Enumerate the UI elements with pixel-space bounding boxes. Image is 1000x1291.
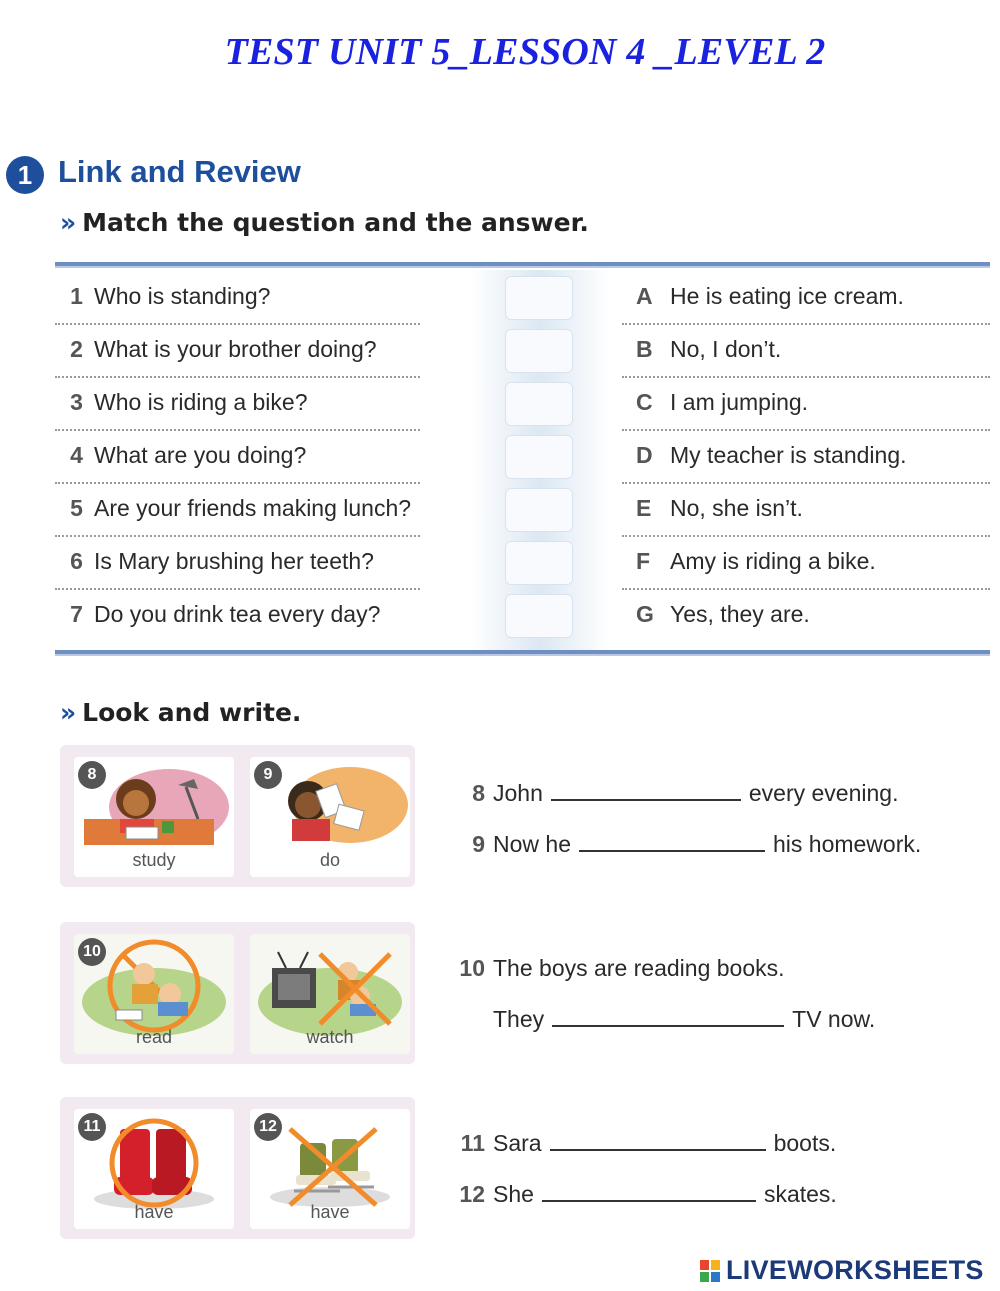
question-row: [55, 376, 420, 431]
answer-row: [622, 429, 990, 484]
question-text: Who is standing?: [94, 283, 271, 309]
answer-letter: F: [636, 548, 651, 574]
question-row: [55, 588, 420, 641]
picture-panel-8-9: [60, 745, 415, 887]
picture-read: [74, 934, 234, 1054]
sentence-10-answer: They TV now.: [493, 1006, 876, 1032]
picture-panel-11-12: [60, 1097, 415, 1239]
picture-number: 11: [78, 1113, 106, 1141]
picture-have-boots: [74, 1109, 234, 1229]
sentence-9: 9 Now he his homework.: [472, 831, 922, 857]
answer-input-box-5[interactable]: [505, 488, 573, 532]
question-text: Are your friends making lunch?: [94, 495, 412, 521]
question-number: 7: [70, 601, 83, 627]
picture-label: study: [132, 850, 176, 870]
answer-input-box-6[interactable]: [505, 541, 573, 585]
answer-blank-12[interactable]: [542, 1182, 756, 1202]
question-row: [55, 482, 420, 537]
answer-input-box-4[interactable]: [505, 435, 573, 479]
question-row: [55, 270, 420, 325]
answer-blank-9[interactable]: [579, 832, 765, 852]
picture-watch: [250, 934, 410, 1054]
answer-text: He is eating ice cream.: [670, 283, 904, 309]
question-row: [55, 429, 420, 484]
answer-text: I am jumping.: [670, 389, 809, 415]
divider-bottom: [55, 650, 990, 656]
sentence-11: 11 Sara boots.: [460, 1130, 837, 1156]
answer-row: [622, 588, 990, 641]
sentence-8: 8 John every evening.: [472, 780, 899, 806]
answer-text: No, I don’t.: [670, 336, 782, 362]
answer-input-box-7[interactable]: [505, 594, 573, 638]
divider-top: [55, 262, 990, 268]
worksheet-title: TEST UNIT 5_LESSON 4 _LEVEL 2: [224, 31, 826, 73]
answer-row: [622, 482, 990, 537]
answer-input-box-3[interactable]: [505, 382, 573, 426]
question-text: Do you drink tea every day?: [94, 601, 381, 627]
matching-exercise: [0, 270, 1000, 650]
question-number: 3: [70, 389, 83, 415]
answer-row: [622, 323, 990, 378]
answer-row: [622, 535, 990, 590]
question-text: What are you doing?: [94, 442, 307, 468]
picture-label: have: [310, 1202, 350, 1222]
question-row: [55, 535, 420, 590]
picture-number: 10: [78, 938, 106, 966]
question-number: 2: [70, 336, 83, 362]
answer-letter: C: [636, 389, 653, 415]
sentence-12: 12 She skates.: [459, 1181, 837, 1207]
liveworksheets-mark-icon: [700, 1260, 720, 1282]
question-number: 5: [70, 495, 83, 521]
answer-row: [622, 270, 990, 325]
liveworksheets-logo: LIVEWORKSHEETS: [700, 1255, 984, 1286]
picture-do: [250, 757, 410, 877]
answer-row: [622, 376, 990, 431]
question-number: 6: [70, 548, 83, 574]
answer-blank-8[interactable]: [551, 781, 741, 801]
sentence-10: 10 The boys are reading books.: [459, 955, 785, 981]
question-text: Who is riding a bike?: [94, 389, 308, 415]
answer-letter: B: [636, 336, 653, 362]
picture-number: 12: [254, 1113, 282, 1141]
double-chevron-icon: »: [60, 698, 77, 727]
answer-blank-10[interactable]: [552, 1007, 784, 1027]
question-text: Is Mary brushing her teeth?: [94, 548, 374, 574]
question-text: What is your brother doing?: [94, 336, 377, 362]
picture-label: watch: [306, 1027, 354, 1047]
picture-panel-10: [60, 922, 415, 1064]
picture-number: 9: [254, 761, 282, 789]
answer-blank-11[interactable]: [550, 1131, 766, 1151]
section-title: Link and Review: [58, 154, 301, 189]
instruction-match: » Match the question and the answer.: [60, 208, 589, 237]
picture-number: 8: [78, 761, 106, 789]
answer-input-box-1[interactable]: [505, 276, 573, 320]
answer-text: Yes, they are.: [670, 601, 810, 627]
answer-letter: E: [636, 495, 652, 521]
picture-label: have: [134, 1202, 174, 1222]
double-chevron-icon: »: [60, 208, 77, 237]
question-number: 1: [70, 283, 83, 309]
answer-letter: A: [636, 283, 653, 309]
answer-letter: D: [636, 442, 653, 468]
picture-label: do: [319, 850, 341, 870]
picture-label: read: [135, 1027, 173, 1047]
instruction-write: » Look and write.: [60, 698, 302, 727]
answer-letter: G: [636, 601, 654, 627]
section-number-badge: 1: [6, 156, 44, 194]
picture-study: [74, 757, 234, 877]
answer-text: Amy is riding a bike.: [670, 548, 876, 574]
answer-text: No, she isn’t.: [670, 495, 803, 521]
question-number: 4: [70, 442, 83, 468]
answer-text: My teacher is standing.: [670, 442, 907, 468]
picture-have-skates: [250, 1109, 410, 1229]
question-row: [55, 323, 420, 378]
answer-input-box-2[interactable]: [505, 329, 573, 373]
